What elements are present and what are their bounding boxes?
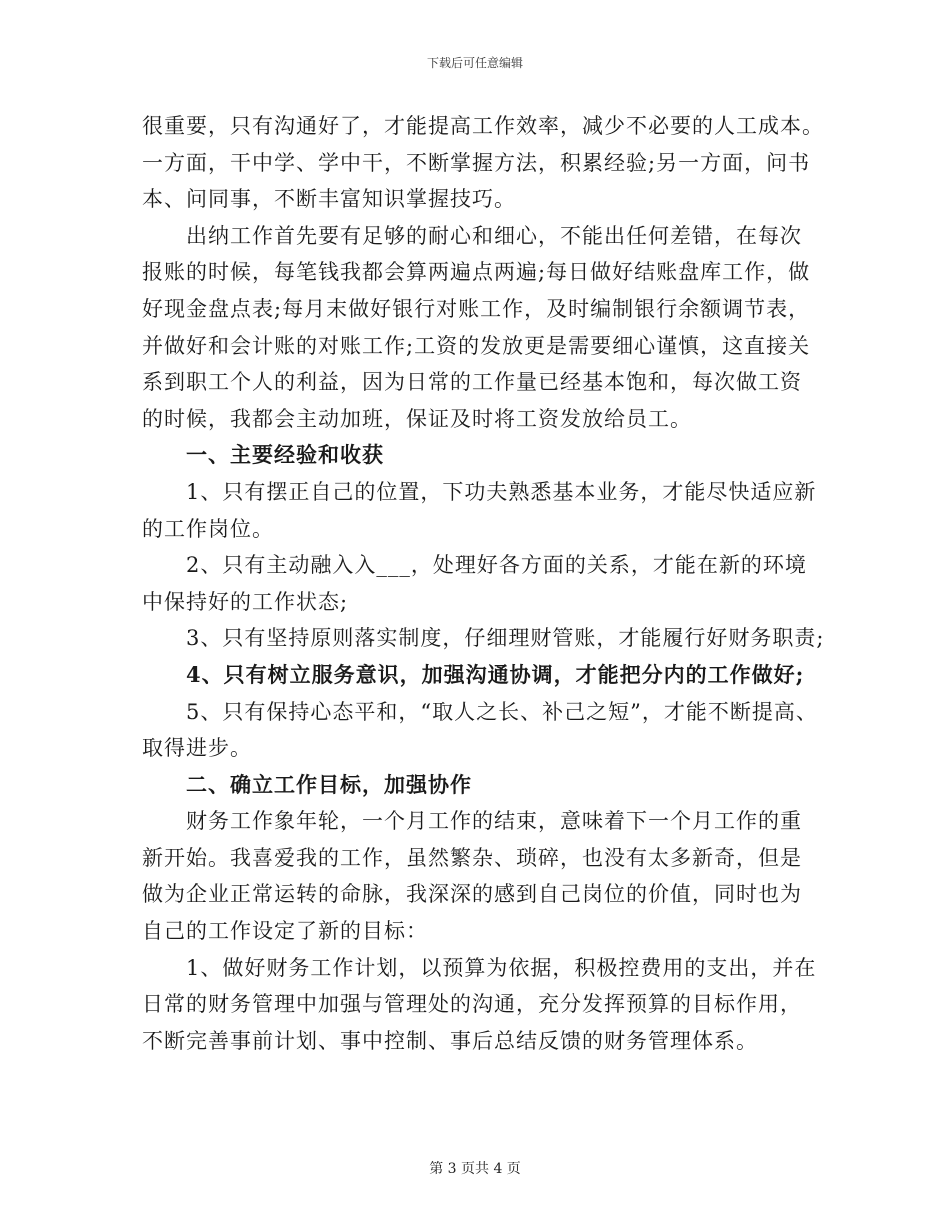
paragraph-start-line: 财务工作象年轮，一个月工作的结束，意味着下一个月工作的重 [186,809,802,834]
text-line: 的工作岗位。 [142,516,274,541]
list-item-1: 1、只有摆正自己的位置，下功夫熟悉基本业务，才能尽快适应新 [186,479,817,504]
paragraph-start-line: 出纳工作首先要有足够的耐心和细心，不能出任何差错，在每次 [186,223,802,248]
text-line: 取得进步。 [142,736,252,761]
section-heading-1: 一、主要经验和收获 [186,442,384,468]
text-line: 自己的工作设定了新的目标： [142,919,428,944]
text-line: 很重要，只有沟通好了，才能提高工作效率，减少不必要的人工成本。 [142,114,824,138]
goal-item-1: 1、做好财务工作计划，以预算为依据，积极控费用的支出，并在 [186,955,817,980]
text-line: 并做好和会计账的对账工作;工资的发放更是需要细心谨慎，这直接关 [142,333,811,358]
document-body [142,108,832,1059]
text-line: 新开始。我喜爱我的工作，虽然繁杂、琐碎，也没有太多新奇，但是 [142,845,802,870]
text-line: 做为企业正常运转的命脉，我深深的感到自己岗位的价值，同时也为 [142,882,802,907]
text-line: 日常的财务管理中加强与管理处的沟通，充分发挥预算的目标作用， [142,992,802,1017]
text-line: 系到职工个人的利益，因为日常的工作量已经基本饱和，每次做工资 [142,370,802,395]
text-line: 中保持好的工作状态; [142,589,349,614]
list-item-3: 3、只有坚持原则落实制度，仔细理财管账，才能履行好财务职责; [186,626,825,651]
text-line: 报账的时候，每笔钱我都会算两遍点两遍;每日做好结账盘库工作，做 [142,260,811,285]
text-line: 的时候，我都会主动加班，保证及时将工资发放给员工。 [142,406,692,431]
section-heading-2: 二、确立工作目标，加强协作 [186,771,472,797]
page-footer: 第 3 页共 4 页 [429,1161,521,1177]
text-line: 不断完善事前计划、事中控制、事后总结反馈的财务管理体系。 [142,1028,758,1053]
list-item-2: 2、只有主动融入入___，处理好各方面的关系，才能在新的环境 [186,553,807,578]
text-line: 一方面，干中学、学中干，不断掌握方法，积累经验;另一方面，问书 [142,150,811,175]
list-item-4: 4、只有树立服务意识，加强沟通协调，才能把分内的工作做好; [186,661,805,687]
text-line: 好现金盘点表;每月末做好银行对账工作，及时编制银行余额调节表， [142,296,811,321]
list-item-5: 5、只有保持心态平和，“取人之长、补己之短”，才能不断提高、 [186,699,818,724]
page-header: 下载后可任意编辑 [426,56,523,70]
text-line: 本、问同事，不断丰富知识掌握技巧。 [142,187,516,212]
